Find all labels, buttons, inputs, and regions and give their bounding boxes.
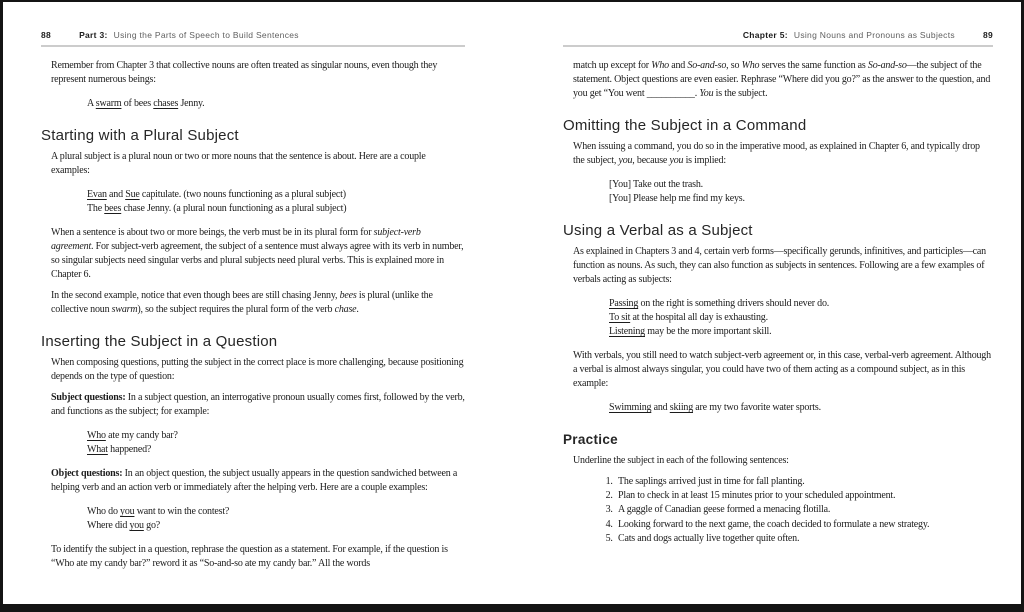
practice-item: 5. Cats and dogs actually live together quite often.: [615, 532, 993, 546]
text-segment: To identify the subject in a question, rephrase the question as a statement. For example, if the question is “Who ate my candy bar?” reword it as “So-and-so ate my candy bar.” All the words: [51, 544, 448, 569]
text-segment: serves the same function as: [759, 60, 868, 71]
text-segment: Who: [651, 60, 669, 71]
example-line: [87, 429, 465, 443]
text-segment: Who: [741, 60, 760, 71]
section-label: Part 3:: [79, 30, 108, 40]
text-segment: you: [669, 155, 684, 166]
text-segment: When a sentence is about two or more beings, the verb must be in its plural form for: [51, 227, 374, 238]
example-line: [87, 202, 465, 216]
text-segment: , because: [632, 155, 670, 166]
running-header: [563, 30, 993, 40]
text-segment: So-and-so: [867, 60, 907, 71]
text-segment: swarm: [111, 304, 138, 315]
practice-item: 4. Looking forward to the next game, the coach decided to formulate a new strategy.: [615, 518, 993, 532]
paragraph: [41, 289, 465, 317]
text-segment: In an object question, the subject usually appears in the question sandwiched between a helping verb and an action verb or immediately after the helping verb. Here are a couple examples:: [51, 468, 458, 493]
example-line: [609, 401, 993, 415]
text-segment: capitulate. (two nouns functioning as a plural subject): [139, 189, 346, 200]
text-segment: Passing: [609, 298, 639, 309]
text-segment: When issuing a command, you do so in the imperative mood, as explained in Chapter 6, and typically drop the subject,: [573, 141, 980, 166]
paragraph: [563, 59, 993, 101]
section-heading: Using a Verbal as a Subject: [563, 222, 753, 239]
text-segment: Remember from Chapter 3 that collective nouns are often treated as singular nouns, even though they represent numerous beings:: [51, 60, 438, 85]
section-title: Using Nouns and Pronouns as Subjects: [793, 30, 955, 40]
text-segment: and: [668, 60, 688, 71]
paragraph: [41, 467, 465, 495]
example-line: [609, 311, 993, 325]
text-segment: you: [129, 520, 144, 531]
paragraph: [563, 245, 993, 287]
text-segment: Object questions:: [51, 468, 123, 479]
text-segment: Evan: [87, 189, 107, 200]
text-segment: at the hospital all day is exhausting.: [630, 312, 768, 323]
text-segment: With verbals, you still need to watch subject-verb agreement or, in this case, verbal-verb agreement. Although a verbal is almost always singular, you could have two of them acting as a compound subject, as in this example:: [573, 350, 991, 389]
text-segment: ), so the subject requires the plural form of the verb: [137, 304, 335, 315]
text-segment: Subject questions:: [51, 392, 126, 403]
text-segment: and: [651, 402, 670, 413]
text-segment: is implied:: [683, 155, 726, 166]
page-body: [41, 59, 465, 571]
book-spread: [3, 2, 1021, 604]
page-number: 89: [982, 30, 993, 40]
page-number: 88: [41, 30, 52, 40]
example-line: [609, 325, 993, 339]
example-line: [87, 97, 465, 111]
text-segment: When composing questions, putting the subject in the correct place is more challenging, because positioning depends on the type of question:: [51, 357, 464, 382]
paragraph: [41, 391, 465, 419]
text-segment: To sit: [609, 312, 631, 323]
text-segment: swarm: [95, 98, 122, 109]
text-segment: . For subject-verb agreement, the subject of a sentence must always agree with its verb in number, so singular subjects need singular verbs and plural subjects need plural verbs. This is explained more in Chapter 6.: [51, 241, 464, 280]
paragraph: [41, 356, 465, 384]
practice-item: 1. The saplings arrived just in time for fall planting.: [615, 475, 993, 489]
text-segment: and: [106, 189, 126, 200]
text-segment: Jenny.: [178, 98, 205, 109]
example-block: [41, 188, 465, 216]
text-segment: may be the more important skill.: [644, 326, 772, 337]
section-heading: Inserting the Subject in a Question: [41, 333, 278, 350]
example-block: [563, 401, 993, 415]
text-segment: bees: [104, 203, 122, 214]
section-heading: Starting with a Plural Subject: [41, 127, 239, 144]
text-segment: Who: [87, 430, 106, 441]
example-block: [41, 429, 465, 457]
text-segment: .: [356, 304, 359, 315]
practice-item: 2. Plan to check in at least 15 minutes prior to your scheduled appointment.: [615, 489, 993, 503]
text-segment: you: [120, 506, 135, 517]
header-rule: [41, 45, 465, 47]
text-segment: Underline the subject in each of the following sentences:: [573, 455, 789, 466]
text-segment: Listening: [609, 326, 645, 337]
text-segment: chases: [153, 98, 179, 109]
text-segment: subject-verb agreement: [51, 227, 421, 252]
text-segment: you: [618, 155, 633, 166]
text-segment: chase: [334, 304, 357, 315]
page-body: [563, 59, 993, 546]
example-line: [87, 443, 465, 457]
text-segment: go?: [143, 520, 160, 531]
header-rule: [563, 45, 993, 47]
text-segment: are my two favorite water sports.: [693, 402, 821, 413]
practice-item: 3. A gaggle of Canadian geese formed a menacing flotilla.: [615, 503, 993, 517]
text-segment: So-and-so: [687, 60, 727, 71]
running-header: [41, 30, 465, 40]
text-segment: A: [87, 98, 96, 109]
page-right: [563, 30, 993, 552]
example-line: [609, 192, 993, 206]
text-segment: bees: [339, 290, 357, 301]
text-segment: ate my candy bar?: [105, 430, 178, 441]
example-line: [87, 505, 465, 519]
text-segment: on the right is something drivers should never do.: [638, 298, 830, 309]
text-segment: happened?: [107, 444, 152, 455]
paragraph: [563, 454, 993, 468]
text-segment: Where did: [87, 520, 130, 531]
section-label: Chapter 5:: [742, 30, 788, 40]
text-segment: In the second example, notice that even though bees are still chasing Jenny,: [51, 290, 340, 301]
text-segment: [You] Please help me find my keys.: [609, 193, 745, 204]
text-segment: You: [699, 88, 714, 99]
text-segment: Who do: [87, 506, 121, 517]
example-line: [609, 297, 993, 311]
paragraph: [563, 349, 993, 391]
text-segment: What: [87, 444, 108, 455]
text-segment: of bees: [121, 98, 154, 109]
example-block: [563, 297, 993, 339]
text-segment: is plural (unlike the collective noun: [51, 290, 433, 315]
example-block: [563, 178, 993, 206]
text-segment: —the subject of the statement. Object questions are even easier. Rephrase “Where did you go?” as the answer to the question, and you get “You went __________.: [573, 60, 991, 99]
paragraph: [41, 543, 465, 571]
example-line: [609, 178, 993, 192]
text-segment: The: [87, 203, 105, 214]
text-segment: chase Jenny. (a plural noun functioning as a plural subject): [121, 203, 347, 214]
text-segment: Sue: [125, 189, 140, 200]
text-segment: A plural subject is a plural noun or two or more nouns that the sentence is about. Here are a couple examples:: [51, 151, 426, 176]
text-segment: , so: [726, 60, 742, 71]
paragraph: [563, 140, 993, 168]
paragraph: [41, 150, 465, 178]
example-line: [87, 519, 465, 533]
paragraph: [41, 59, 465, 87]
paragraph: [41, 226, 465, 282]
example-block: [41, 505, 465, 533]
text-segment: In a subject question, an interrogative pronoun usually comes first, followed by the verb, and functions as the subject; for example:: [51, 392, 465, 417]
section-heading: Omitting the Subject in a Command: [563, 117, 807, 134]
text-segment: As explained in Chapters 3 and 4, certain verb forms—specifically gerunds, infinitives, and participles—can function as nouns. As such, they can also function as subjects in sentences. Following are a few examples of verbals acting as subjects:: [573, 246, 986, 285]
section-title: Using the Parts of Speech to Build Sentences: [113, 30, 299, 40]
text-segment: is the subject.: [713, 88, 768, 99]
text-segment: [You] Take out the trash.: [609, 179, 703, 190]
page-left: [41, 30, 465, 578]
example-line: [87, 188, 465, 202]
practice-list: [563, 475, 993, 546]
text-segment: skiing: [669, 402, 693, 413]
text-segment: Swimming: [609, 402, 652, 413]
text-segment: want to win the contest?: [134, 506, 230, 517]
text-segment: match up except for: [573, 60, 652, 71]
example-block: [41, 97, 465, 111]
section-heading: Practice: [563, 432, 618, 447]
